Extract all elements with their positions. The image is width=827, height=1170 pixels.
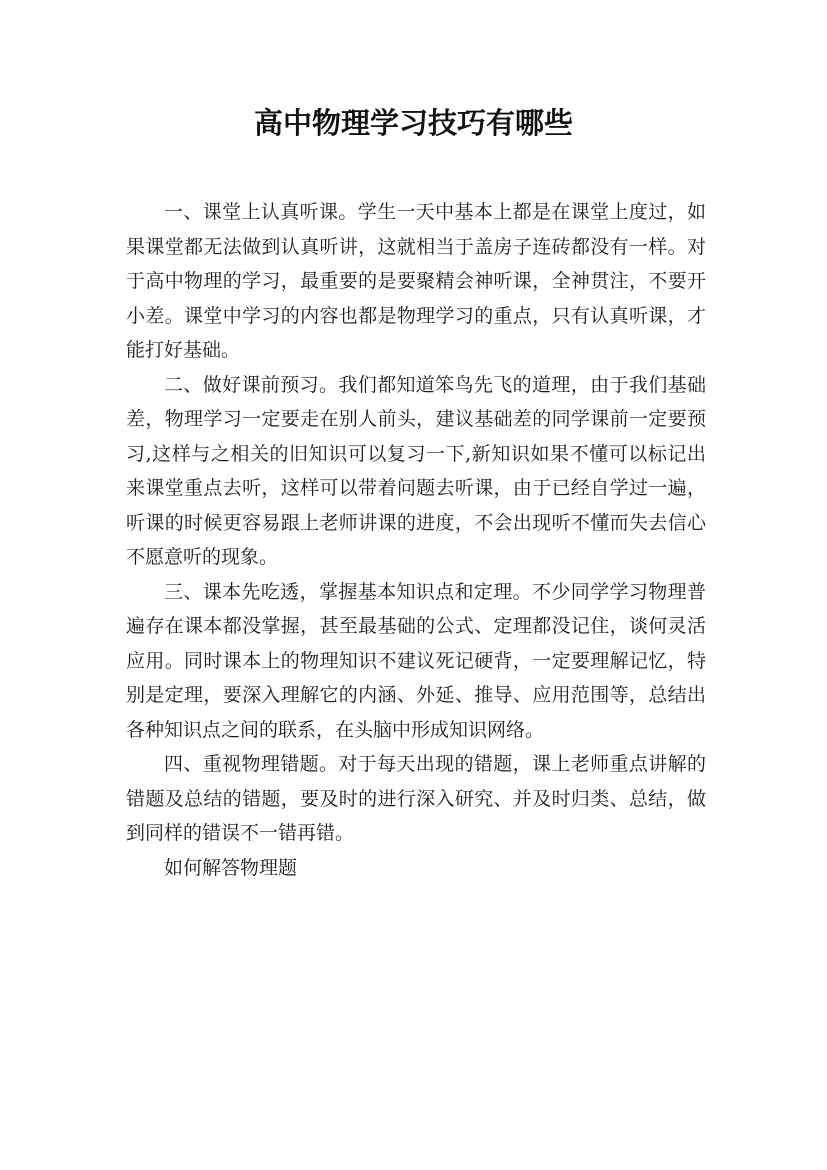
page-title: 高中物理学习技巧有哪些	[253, 106, 573, 140]
paragraph-4: 四、重视物理错题。对于每天出现的错题，课上老师重点讲解的错题及总结的错题，要及时的进行深入研究、并及时归类、总结，做到同样的错误不一错再错。	[126, 753, 706, 844]
document-body	[126, 195, 706, 885]
section-heading: 如何解答物理题	[164, 856, 298, 879]
paragraph-1: 一、课堂上认真听课。学生一天中基本上都是在课堂上度过，如果课堂都无法做到认真听讲，这就相当于盖房子连砖都没有一样。对于高中物理的学习，最重要的是要聚精会神听课，全神贯注，不要开小差。课堂中学习的内容也都是物理学习的重点，只有认真听课，才能打好基础。	[126, 201, 706, 361]
paragraph-2: 二、做好课前预习。我们都知道笨鸟先飞的道理，由于我们基础差，物理学习一定要走在别人前头，建议基础差的同学课前一定要预习,这样与之相关的旧知识可以复习一下,新知识如果不懂可以标记出来课堂重点去听，这样可以带着问题去听课，由于已经自学过一遍，听课的时候更容易跟上老师讲课的进度，不会出现听不懂而失去信心不愿意听的现象。	[126, 373, 706, 568]
paragraph-3: 三、课本先吃透，掌握基本知识点和定理。不少同学学习物理普遍存在课本都没掌握，甚至最基础的公式、定理都没记住，谈何灵活应用。同时课本上的物理知识不建议死记硬背，一定要理解记忆，特别是定理，要深入理解它的内涵、外延、推导、应用范围等，总结出各种知识点之间的联系，在头脑中形成知识网络。	[126, 580, 706, 741]
